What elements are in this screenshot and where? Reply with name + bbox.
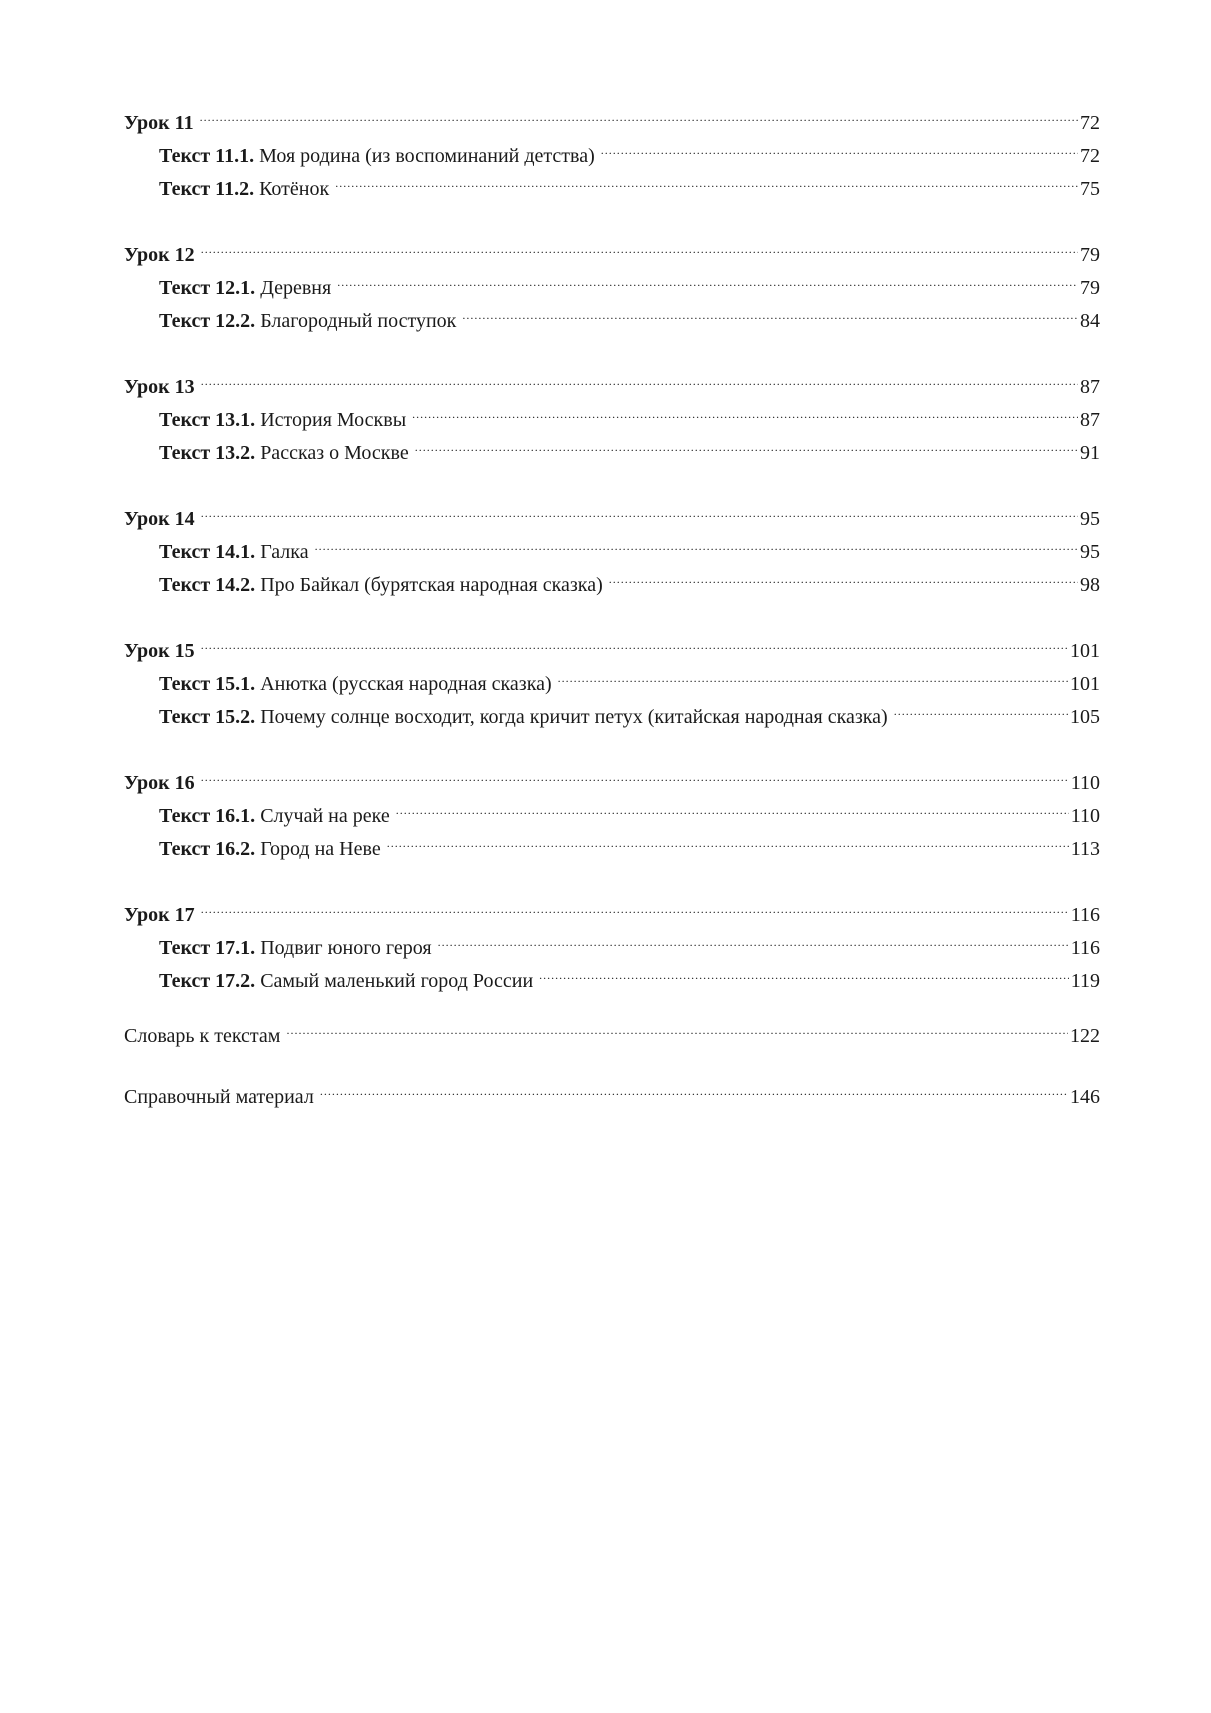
- dot-leader: [601, 129, 1078, 162]
- dot-leader: [412, 393, 1078, 426]
- toc-lesson-17[interactable]: [124, 888, 1100, 926]
- page-number: 87: [1080, 376, 1100, 398]
- dot-leader: [200, 96, 1078, 129]
- text-number: Текст 13.2.: [159, 442, 256, 464]
- text-title: Почему солнце восходит, когда кричит петух (китайская народная сказка): [260, 706, 888, 728]
- page-number: 84: [1080, 310, 1100, 332]
- toc-lesson-11[interactable]: [124, 96, 1100, 134]
- text-number: Текст 11.2.: [159, 178, 255, 200]
- dot-leader: [415, 426, 1078, 459]
- page-number: 98: [1080, 574, 1100, 596]
- toc-reference-material[interactable]: [124, 1070, 1100, 1108]
- text-number: Текст 17.2.: [159, 970, 256, 992]
- text-title: Анютка (русская народная сказка): [260, 673, 552, 695]
- text-title: Город на Неве: [260, 838, 381, 860]
- text-number: Текст 14.2.: [159, 574, 256, 596]
- table-of-contents: [124, 96, 1100, 1108]
- toc-text-17-1[interactable]: [124, 921, 1100, 959]
- text-title: Случай на реке: [260, 805, 390, 827]
- text-title: Моя родина (из воспоминаний детства): [259, 145, 595, 167]
- text-number: Текст 11.1.: [159, 145, 255, 167]
- page-number: 113: [1070, 838, 1100, 860]
- lesson-title: Урок 16: [124, 772, 195, 794]
- page-number: 110: [1070, 805, 1100, 827]
- text-title: Благородный поступок: [260, 310, 457, 332]
- toc-dictionary[interactable]: [124, 1009, 1100, 1047]
- page-number: 116: [1070, 937, 1100, 959]
- text-number: Текст 16.2.: [159, 838, 256, 860]
- text-number: Текст 13.1.: [159, 409, 256, 431]
- text-number: Текст 16.1.: [159, 805, 256, 827]
- dot-leader: [337, 261, 1078, 294]
- text-title: Деревня: [260, 277, 332, 299]
- page-number: 87: [1080, 409, 1100, 431]
- dot-leader: [387, 822, 1069, 855]
- lesson-title: Урок 11: [124, 112, 194, 134]
- page-number: 75: [1080, 178, 1100, 200]
- page-number: 122: [1070, 1025, 1100, 1047]
- text-number: Текст 12.1.: [159, 277, 256, 299]
- page-number: 101: [1070, 640, 1100, 662]
- text-number: Текст 12.2.: [159, 310, 256, 332]
- toc-text-11-1[interactable]: [124, 129, 1100, 167]
- toc-lesson-15[interactable]: [124, 624, 1100, 662]
- lesson-title: Урок 13: [124, 376, 195, 398]
- dot-leader: [201, 492, 1078, 525]
- toc-text-16-1[interactable]: [124, 789, 1100, 827]
- dot-leader: [201, 228, 1078, 261]
- text-number: Текст 14.1.: [159, 541, 256, 563]
- text-title: История Москвы: [260, 409, 407, 431]
- text-title: Рассказ о Москве: [260, 442, 409, 464]
- appendix-title: Справочный материал: [124, 1086, 314, 1108]
- page-number: 105: [1070, 706, 1100, 728]
- toc-lesson-13[interactable]: [124, 360, 1100, 398]
- lesson-title: Урок 12: [124, 244, 195, 266]
- toc-lesson-12[interactable]: [124, 228, 1100, 266]
- page-number: 119: [1070, 970, 1100, 992]
- page-number: 72: [1080, 112, 1100, 134]
- text-title: Подвиг юного героя: [260, 937, 432, 959]
- text-number: Текст 15.2.: [159, 706, 256, 728]
- dot-leader: [609, 558, 1078, 591]
- dot-leader: [335, 162, 1078, 195]
- dot-leader: [201, 756, 1069, 789]
- lesson-title: Урок 17: [124, 904, 195, 926]
- page-number: 72: [1080, 145, 1100, 167]
- dot-leader: [894, 690, 1068, 723]
- appendix-title: Словарь к текстам: [124, 1025, 281, 1047]
- dot-leader: [539, 954, 1069, 987]
- toc-text-14-1[interactable]: [124, 525, 1100, 563]
- page-number: 146: [1070, 1086, 1100, 1108]
- dot-leader: [396, 789, 1069, 822]
- text-title: Котёнок: [259, 178, 330, 200]
- page-number: 95: [1080, 541, 1100, 563]
- text-number: Текст 15.1.: [159, 673, 256, 695]
- toc-lesson-14[interactable]: [124, 492, 1100, 530]
- dot-leader: [286, 1009, 1068, 1042]
- dot-leader: [315, 525, 1078, 558]
- text-title: Про Байкал (бурятская народная сказка): [260, 574, 603, 596]
- dot-leader: [462, 294, 1078, 327]
- dot-leader: [201, 624, 1068, 657]
- text-number: Текст 17.1.: [159, 937, 256, 959]
- page-number: 79: [1080, 244, 1100, 266]
- dot-leader: [558, 657, 1068, 690]
- lesson-title: Урок 15: [124, 640, 195, 662]
- dot-leader: [201, 888, 1069, 921]
- dot-leader: [438, 921, 1069, 954]
- page-number: 110: [1070, 772, 1100, 794]
- page-number: 116: [1070, 904, 1100, 926]
- dot-leader: [320, 1070, 1068, 1103]
- text-title: Самый маленький город России: [260, 970, 534, 992]
- text-title: Галка: [260, 541, 309, 563]
- page-number: 79: [1080, 277, 1100, 299]
- toc-lesson-16[interactable]: [124, 756, 1100, 794]
- page-number: 95: [1080, 508, 1100, 530]
- toc-text-15-1[interactable]: [124, 657, 1100, 695]
- page-number: 101: [1070, 673, 1100, 695]
- dot-leader: [201, 360, 1078, 393]
- toc-text-12-1[interactable]: [124, 261, 1100, 299]
- page-number: 91: [1080, 442, 1100, 464]
- toc-text-13-1[interactable]: [124, 393, 1100, 431]
- lesson-title: Урок 14: [124, 508, 195, 530]
